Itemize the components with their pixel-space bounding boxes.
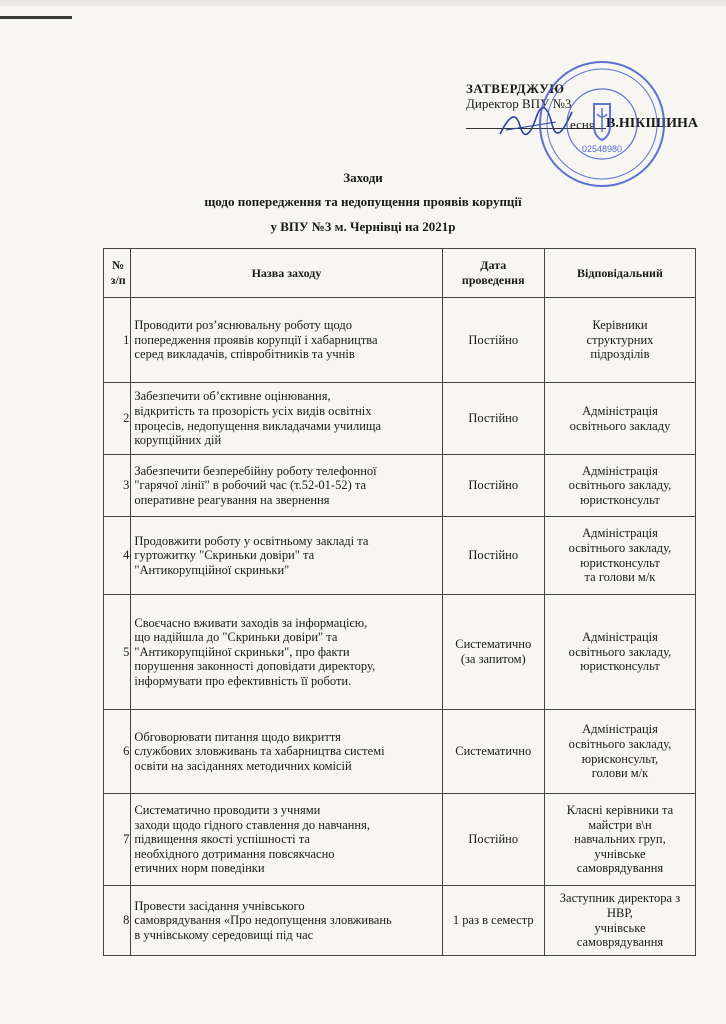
row-responsible: Заступник директора з НВР, учнівське самоврядування [544, 886, 695, 956]
row-number: 7 [104, 794, 131, 886]
row-responsible: Адміністрація освітнього закладу, юристконсульт [544, 455, 695, 517]
row-number: 5 [104, 595, 131, 710]
document-subtitle-institution: у ВПУ №3 м. Чернівці на 2021р [270, 219, 456, 234]
stamp-code: 02548980 [581, 144, 623, 154]
table-row [104, 517, 696, 595]
row-responsible: Адміністрація освітнього закладу, юристконсульт [544, 595, 695, 710]
row-responsible: Адміністрація освітнього закладу, юристконсульт та голови м/к [544, 517, 695, 595]
approval-position: Директор ВПУ №3 [466, 96, 572, 111]
header-date: Дата проведення [442, 249, 544, 298]
row-number: 2 [104, 383, 131, 455]
scan-mark [0, 16, 72, 19]
table-row [104, 595, 696, 710]
approval-date-fragment: есня [570, 117, 595, 132]
header-measure-name: Назва заходу [131, 249, 442, 298]
row-date: 1 раз в семестр [442, 886, 544, 956]
document-title: Заходи [343, 170, 383, 185]
row-date: Постійно [442, 517, 544, 595]
row-responsible: Керівники структурних підрозділів [544, 298, 695, 383]
table-header-row [104, 249, 696, 298]
scan-top-edge [0, 0, 726, 6]
header-responsible: Відповідальний [544, 249, 695, 298]
row-measure: Проводити роз’яснювальну роботу щодо попередження проявів корупції і хабарництва серед викладачів, співробітників та учнів [131, 298, 442, 383]
measures-table [103, 248, 696, 956]
row-measure: Забезпечити об’єктивне оцінювання, відкритість та прозорість усіх видів освітніх процесів, недопущення викладачами училища корупційних дій [131, 383, 442, 455]
row-date: Постійно [442, 794, 544, 886]
row-number: 3 [104, 455, 131, 517]
row-date: Систематично (за запитом) [442, 595, 544, 710]
table-row [104, 298, 696, 383]
document-subtitle: щодо попередження та недопущення проявів корупції [204, 194, 522, 209]
row-responsible: Адміністрація освітнього закладу, юрисконсульт, голови м/к [544, 710, 695, 794]
row-measure: Продовжити роботу у освітньому закладі та гуртожитку "Скриньки довіри" та "Антикорупційної скриньки" [131, 517, 442, 595]
row-number: 8 [104, 886, 131, 956]
row-date: Постійно [442, 455, 544, 517]
approval-signatory: В.НІКІШИНА [606, 116, 699, 131]
row-responsible: Адміністрація освітнього закладу [544, 383, 695, 455]
approval-title: ЗАТВЕРДЖУЮ [466, 81, 565, 96]
row-date: Систематично [442, 710, 544, 794]
table-row [104, 886, 696, 956]
row-measure: Обговорювати питання щодо викриття службових зловживань та хабарництва системі освіти на засіданнях методичних комісій [131, 710, 442, 794]
row-responsible: Класні керівники та майстри в\н навчальних груп, учнівське самоврядування [544, 794, 695, 886]
row-date: Постійно [442, 383, 544, 455]
table-row [104, 383, 696, 455]
header-number: № з/п [104, 249, 131, 298]
row-measure: Забезпечити безперебійну роботу телефонної "гарячої лінії" в робочий час (т.52-01-52) та оперативне реагування на звернення [131, 455, 442, 517]
table-row [104, 455, 696, 517]
row-number: 4 [104, 517, 131, 595]
row-measure: Систематично проводити з учнями заходи щодо гідного ставлення до навчання, підвищення якості успішності та необхідного дотримання повсякчасно етичних норм поведінки [131, 794, 442, 886]
row-measure: Своєчасно вживати заходів за інформацією, що надійшла до "Скриньки довіри" та "Антикорупційної скриньки", про факти порушення законності доповідати директору, інформувати про ефективність її роботи. [131, 595, 442, 710]
row-measure: Провести засідання учнівського самоврядування «Про недопущення зловживань в учнівському середовищі під час [131, 886, 442, 956]
table-row [104, 794, 696, 886]
row-date: Постійно [442, 298, 544, 383]
table-row [104, 710, 696, 794]
row-number: 6 [104, 710, 131, 794]
row-number: 1 [104, 298, 131, 383]
